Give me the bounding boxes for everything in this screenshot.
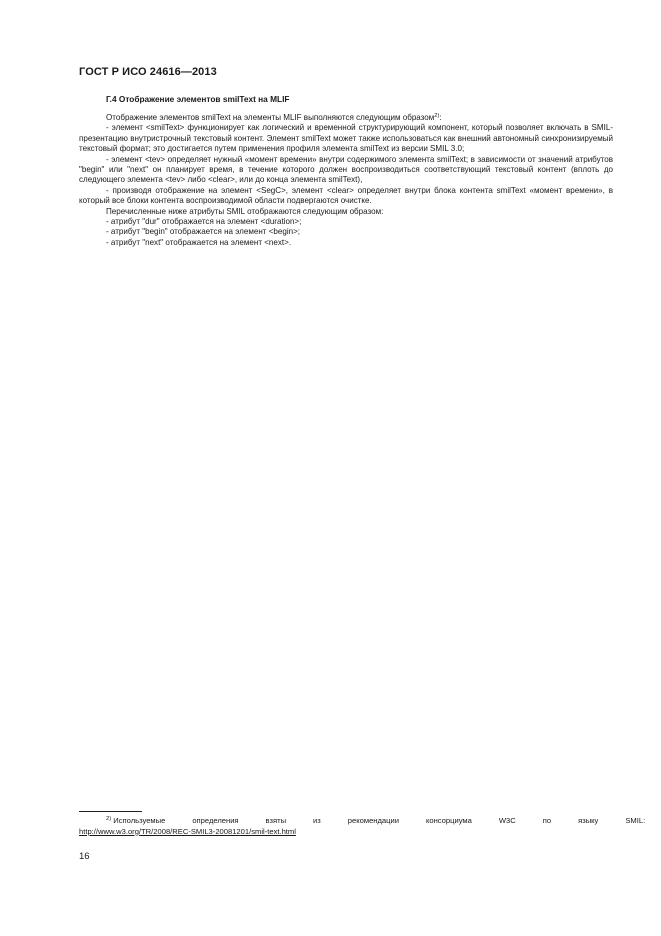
footnote-url-link[interactable]: http://www.w3.org/TR/2008/REC-SMIL3-20081201/smil-text.html [79, 826, 296, 836]
page-number: 16 [79, 851, 90, 862]
paragraph-clear: - производя отображение на элемент <SegC>, элемент <clear> определяет внутри блока контента smilText «момент времени», в который все блоки контента воспроизводимой области подвергаются очистке. [79, 185, 613, 206]
intro-paragraph: Отображение элементов smilText на элементы MLIF выполняются следующим образом$^{2)}$: [106, 113, 442, 122]
footnote [79, 816, 646, 837]
paragraph-tev: - элемент <tev> определяет нужный «момент времени» внутри содержимого элемента smilText; в зависимости от значений атрибутов "begin" или "next" он планирует время, в течение которого должен воспроизводиться соответствующий текстовый контент (вплоть до следующего элемента <tev> либо <clear>, или до конца элемента smilText), [79, 154, 613, 185]
section-title: Г.4 Отображение элементов smilText на MLIF [106, 94, 290, 104]
list-item-dur: - атрибут "dur" отображается на элемент <duration>; [106, 217, 302, 227]
footnote-divider [79, 811, 142, 812]
list-item-begin: - атрибут "begin" отображается на элемент <begin>; [106, 227, 301, 237]
footnote-marker: 2) [106, 816, 112, 822]
paragraph-attributes: Перечисленные ниже атрибуты SMIL отображаются следующим образом: [106, 206, 384, 216]
footnote-first-line: $^{2)}$ Используемые определения взяты из рекомендации консорциума W3C по языку SMIL: [106, 816, 646, 825]
footnote-ref[interactable]: 2) [434, 113, 440, 119]
paragraph-smiltext: - элемент <smilText> функционирует как логический и временной структурирующий компонент, который позволяет включать в SMIL-презентацию внутристрочный текстовый контент. Элемент smilText может также использоваться как внешний автономный синхронизируемый текстовый формат; это достигается путем применения профиля элемента smilText из версии SMIL 3.0; [79, 123, 613, 154]
body-text [79, 113, 613, 248]
list-item-next: - атрибут "next" отображается на элемент <next>. [106, 237, 292, 247]
document-header: ГОСТ Р ИСО 24616—2013 [79, 66, 217, 78]
